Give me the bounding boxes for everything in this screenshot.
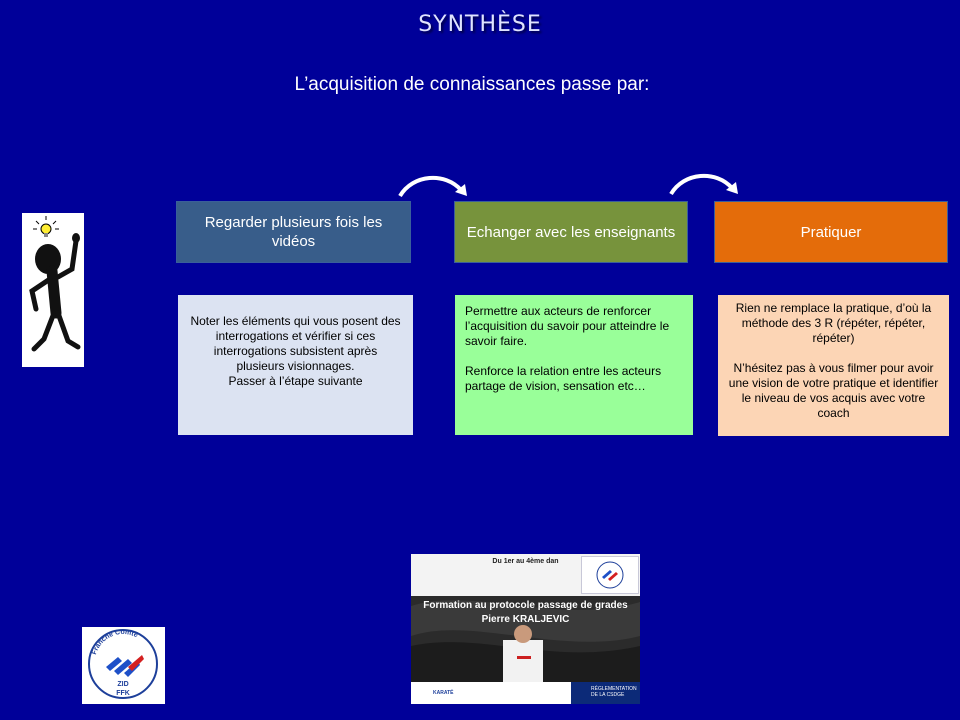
svg-text:Franche Comté: Franche Comté (91, 628, 139, 656)
description-text: N’hésitez pas à vous filmer pour avoir une vision de votre pratique et identifier le niveau de vos acquis avec votre coach (728, 361, 939, 420)
thumbnail-corner-label: RÉGLEMENTATION DE LA CSDGE (571, 682, 640, 704)
step-label: Echanger avec les enseignants (466, 223, 676, 241)
description-text: Rien ne remplace la pratique, d’où la méthode des 3 R (répéter, répéter, répéter) (735, 301, 932, 345)
club-logo (82, 627, 165, 704)
thinking-figure-image (22, 213, 84, 367)
slide-subtitle: L’acquisition de connaissances passe par: (294, 74, 650, 95)
thumbnail-brand: KARATÉ (433, 690, 454, 696)
step-label: Pratiquer (800, 223, 862, 241)
description-practice (718, 295, 949, 436)
curved-arrow-icon (395, 172, 475, 204)
step-exchange-teachers (454, 201, 688, 263)
step-watch-videos (176, 201, 411, 263)
description-text: Passer à l’étape suivante (228, 373, 363, 388)
slide-title: SYNTHÈSE (418, 12, 542, 37)
video-thumbnail[interactable] (411, 554, 640, 704)
lightbulb-icon (33, 216, 59, 237)
curved-arrow-icon (666, 170, 746, 202)
svg-text:ZID: ZID (117, 681, 129, 688)
description-text: Noter les éléments qui vous posent des interrogations et vérifier si ces interrogations subsistent après plusieurs visionnages. (190, 313, 401, 373)
thumbnail-author: Pierre KRALJEVIC (481, 614, 570, 625)
step-practice (714, 201, 948, 263)
description-text: Permettre aux acteurs de renforcer l’acquisition du savoir pour atteindre le savoir faire. (465, 304, 670, 348)
thumbnail-title: Formation au protocole passage de grades (423, 600, 628, 611)
thumbnail-badge-logo (581, 556, 639, 594)
step-label: Regarder plusieurs fois les vidéos (204, 214, 383, 250)
description-watch-videos (178, 295, 413, 435)
thumbnail-grade: Du 1er au 4ème dan (492, 558, 559, 565)
description-exchange (455, 295, 693, 435)
description-text: Renforce la relation entre les acteurs partage de vision, sensation etc… (465, 364, 662, 393)
svg-text:FFK: FFK (116, 690, 130, 697)
